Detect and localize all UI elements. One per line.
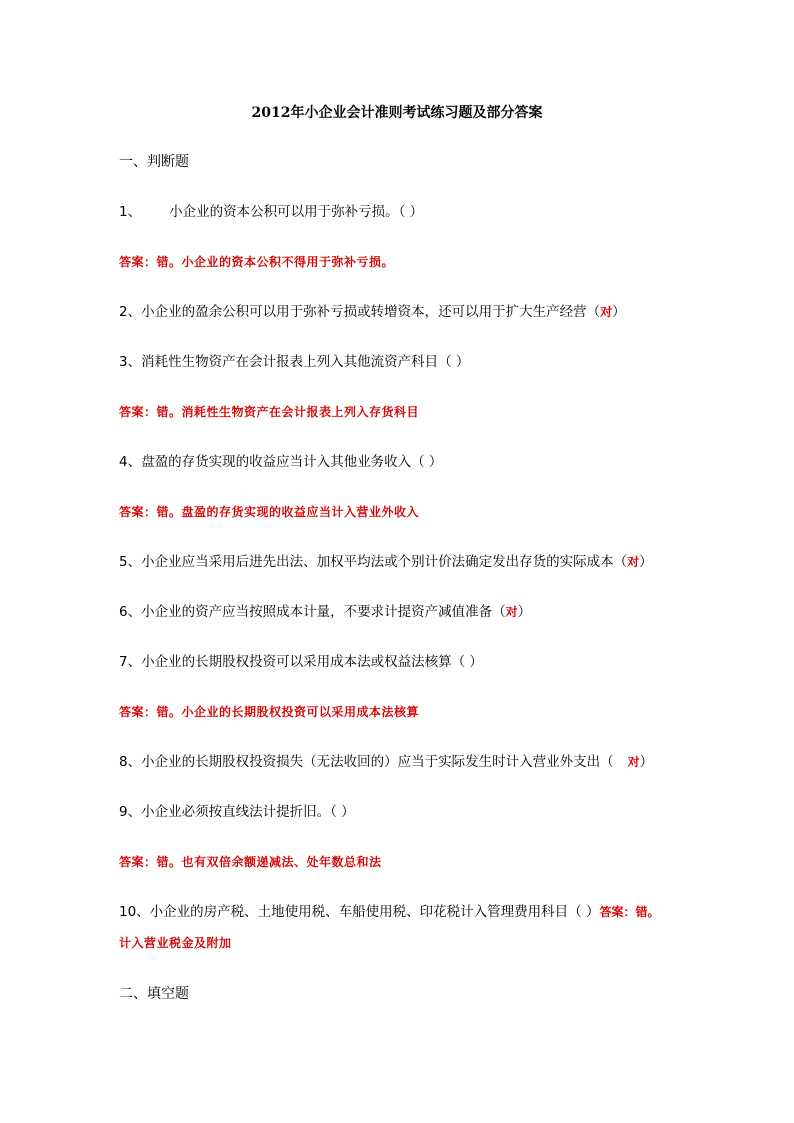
question-4: 4、盘盈的存货实现的收益应当计入其他业务收入（ ）	[119, 454, 443, 470]
question-2-text: 2、小企业的盈余公积可以用于弥补亏损或转增资本，还可以用于扩大生产经营（	[119, 304, 601, 320]
question-7: 7、小企业的长期股权投资可以采用成本法或权益法核算（ ）	[119, 654, 483, 670]
question-9: 9、小企业必须按直线法计提折旧。（ ）	[119, 804, 355, 820]
question-3: 3、消耗性生物资产在会计报表上列入其他流资产科目（ ）	[119, 354, 470, 370]
question-5	[119, 553, 653, 571]
question-8-text: 8、小企业的长期股权投资损失（无法收回的）应当于实际发生时计入营业外支出（	[119, 754, 614, 770]
question-8-mark: 对	[627, 755, 640, 769]
question-6	[119, 603, 531, 621]
question-5-end: ）	[639, 554, 653, 570]
answer-9: 答案：错。也有双倍余额递减法、处年数总和法	[119, 855, 382, 869]
question-5-mark: 对	[627, 555, 640, 569]
section-heading-fill-blank: 二、填空题	[119, 986, 189, 1002]
answer-10-part1: 答案：错。	[599, 905, 660, 919]
question-2	[119, 303, 626, 321]
answer-7: 答案：错。小企业的长期股权投资可以采用成本法核算	[119, 705, 420, 719]
question-6-text: 6、小企业的资产应当按照成本计量，不要求计提资产减值准备（	[119, 604, 506, 620]
question-1-number: 1、	[119, 204, 142, 220]
question-1	[119, 203, 423, 221]
question-1-text: 小企业的资本公积可以用于弥补亏损。（ ）	[169, 204, 424, 220]
question-10	[119, 903, 659, 921]
answer-10-part2: 计入营业税金及附加	[119, 936, 232, 950]
question-8	[119, 753, 653, 771]
question-2-end: ）	[612, 304, 626, 320]
question-8-end: ）	[639, 754, 654, 770]
answer-3: 答案：错。消耗性生物资产在会计报表上列入存货科目	[119, 405, 420, 419]
question-5-text: 5、小企业应当采用后进先出法、加权平均法或个别计价法确定发出存货的实际成本（	[119, 554, 628, 570]
question-2-mark: 对	[600, 305, 613, 319]
question-6-mark: 对	[505, 605, 518, 619]
answer-4: 答案：错。盘盈的存货实现的收益应当计入营业外收入	[119, 505, 420, 519]
question-6-end: ）	[517, 604, 532, 620]
question-10-text: 10、小企业的房产税、土地使用税、车船使用税、印花税计入管理费用科目（ ）	[119, 904, 600, 920]
answer-1: 答案：错。小企业的资本公积不得用于弥补亏损。	[119, 255, 395, 269]
section-heading-judgment: 一、判断题	[119, 154, 189, 170]
document-title: 2012年小企业会计准则考试练习题及部分答案	[251, 105, 543, 121]
